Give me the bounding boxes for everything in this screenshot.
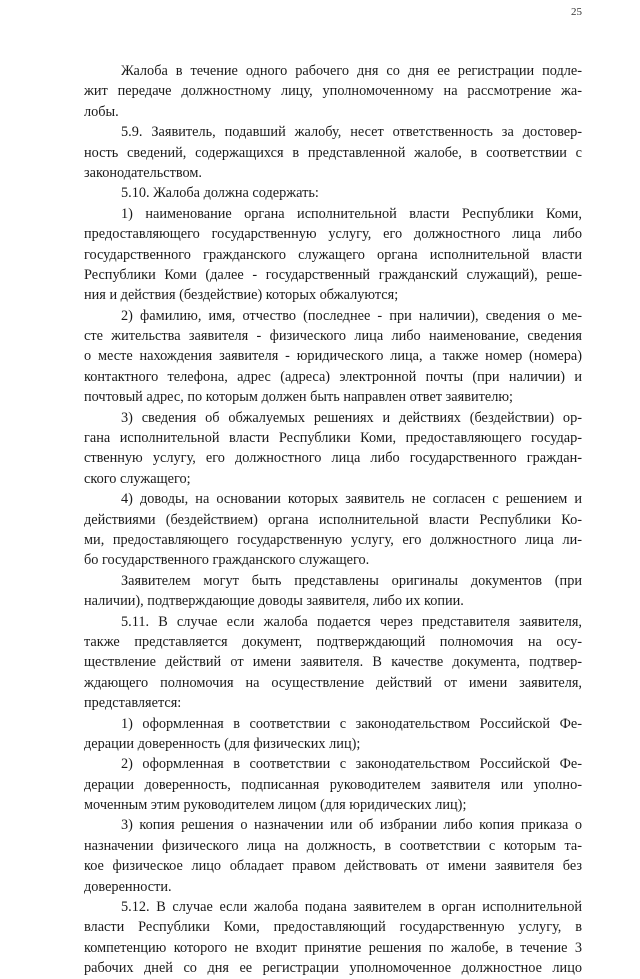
text-line: 4) доводы, на основании которых заявитель не согласен с решением и	[121, 491, 582, 508]
text-line: законодательством.	[84, 164, 202, 181]
text-line: ждающего полномочия на осуществление действий от имени заявителя,	[84, 674, 582, 691]
text-line: 5.11. В случае если жалоба подается через представителя заявителя,	[121, 613, 582, 630]
text-line: наличии), подтверждающие доводы заявителя, либо их копии.	[84, 593, 464, 610]
text-line: назначении физического лица на должность, в соответствии с которым та-	[84, 837, 582, 854]
text-line: почтовый адрес, по которым должен быть направлен ответ заявителю;	[84, 389, 513, 406]
text-line: жит передаче должностному лицу, уполномоченному на рассмотрение жа-	[84, 83, 582, 100]
text-line: ственную услугу, его должностного лица либо государственного граждан-	[84, 450, 582, 467]
text-line: Республики Коми (далее - государственный гражданский служащий), реше-	[84, 266, 582, 283]
text-line: о месте нахождения заявителя - юридического лица, а также номер (номера)	[84, 348, 582, 365]
text-line: Заявителем могут быть представлены оригиналы документов (при	[121, 572, 582, 589]
text-line: действиями (бездействием) органа исполнительной власти Республики Ко-	[84, 511, 582, 528]
text-line: представляется:	[84, 695, 182, 712]
text-line: ществление действий от имени заявителя. В качестве документа, подтвер-	[84, 654, 582, 671]
text-line: государственного гражданского служащего органа исполнительной власти	[84, 246, 582, 263]
text-line: 5.9. Заявитель, подавший жалобу, несет ответственность за достовер-	[121, 124, 582, 141]
text-line: моченным этим руководителем лицом (для юридических лиц);	[84, 797, 467, 814]
text-line: 3) копия решения о назначении или об избрании либо копия приказа о	[121, 817, 582, 834]
text-line: ского служащего;	[84, 470, 191, 487]
text-line: также представляется документ, подтверждающий полномочия на осу-	[84, 633, 582, 650]
document-body	[84, 61, 582, 979]
text-line: власти Республики Коми, предоставляющий государственную услугу, в	[84, 919, 582, 936]
text-line: рабочих дней со дня ее регистрации уполномоченное должностное лицо	[84, 960, 582, 977]
page-number: 25	[571, 6, 582, 18]
text-line: 2) оформленная в соответствии с законодательством Российской Фе-	[121, 756, 582, 773]
text-line: сте жительства заявителя - физического лица либо наименование, сведения	[84, 328, 582, 345]
text-line: 1) наименование органа исполнительной власти Республики Коми,	[121, 205, 582, 222]
text-line: предоставляющего государственную услугу, его должностного лица либо	[84, 226, 582, 243]
text-line: 1) оформленная в соответствии с законодательством Российской Фе-	[121, 715, 582, 732]
text-line: контактного телефона, адрес (адреса) электронной почты (при наличии) и	[84, 368, 582, 385]
text-line: кое физическое лицо обладает правом действовать от имени заявителя без	[84, 858, 582, 875]
text-line: бо государственного гражданского служащего.	[84, 552, 370, 569]
text-line: доверенности.	[84, 878, 172, 895]
text-line: 2) фамилию, имя, отчество (последнее - при наличии), сведения о ме-	[121, 307, 582, 324]
text-line: дерации доверенность (для физических лиц);	[84, 735, 361, 752]
text-line: Жалоба в течение одного рабочего дня со дня ее регистрации подле-	[121, 63, 582, 79]
text-line: лобы.	[84, 103, 119, 120]
text-line: 5.12. В случае если жалоба подана заявителем в орган исполнительной	[121, 899, 582, 916]
text-line: ми, предоставляющего государственную услугу, его должностного лица ли-	[84, 531, 582, 548]
text-line: компетенцию которого не входит принятие решения по жалобе, в течение 3	[84, 939, 582, 956]
text-line: ния и действия (бездействие) которых обжалуются;	[84, 287, 399, 304]
text-line: 3) сведения об обжалуемых решениях и действиях (бездействии) ор-	[121, 409, 582, 426]
text-line: гана исполнительной власти Республики Коми, предоставляющего государ-	[84, 430, 582, 447]
text-line: 5.10. Жалоба должна содержать:	[121, 185, 319, 202]
text-line: ность сведений, содержащихся в представленной жалобе, в соответствии с	[84, 144, 582, 161]
text-line: дерации доверенность, подписанная руководителем заявителя или уполно-	[84, 776, 582, 793]
